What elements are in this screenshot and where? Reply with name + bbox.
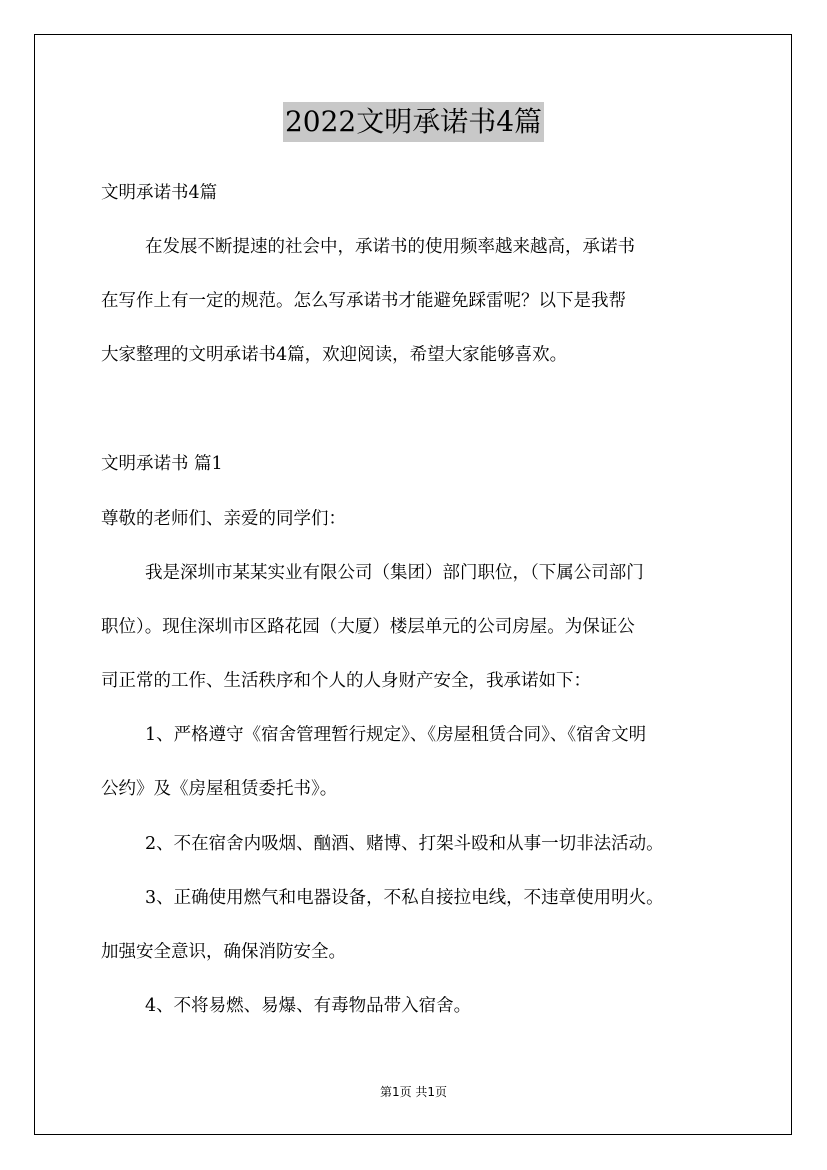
body-line-4: 1、严格遵守《宿舍管理暂行规定》、《房屋租赁合同》、《宿舍文明 (145, 725, 647, 745)
body-line-3: 司正常的工作、生活秩序和个人的人身财产安全，我承诺如下： (101, 671, 591, 691)
intro-line-2: 在写作上有一定的规范。怎么写承诺书才能避免踩雷呢？以下是我帮 (101, 291, 626, 311)
intro-line-3: 大家整理的文明承诺书4篇，欢迎阅读，希望大家能够喜欢。 (101, 345, 568, 365)
salutation: 尊敬的老师们、亲爱的同学们： (101, 509, 346, 529)
title-container (0, 102, 827, 142)
body-line-6: 2、不在宿舍内吸烟、酗酒、赌博、打架斗殴和从事一切非法活动。 (145, 834, 664, 854)
body-line-9: 4、不将易燃、易爆、有毒物品带入宿舍。 (145, 996, 472, 1016)
page-footer: 第1页 共1页 (379, 1085, 448, 1099)
document-title: 2022文明承诺书4篇 (283, 102, 544, 142)
body-line-8: 加强安全意识，确保消防安全。 (101, 942, 346, 962)
section-heading: 文明承诺书 篇1 (101, 454, 223, 474)
body-line-5: 公约》及《房屋租赁委托书》。 (101, 779, 338, 799)
intro-line-1: 在发展不断提速的社会中，承诺书的使用频率越来越高，承诺书 (145, 237, 635, 257)
body-line-1: 我是深圳市某某实业有限公司（集团）部门职位，（下属公司部门 (145, 563, 644, 583)
body-line-2: 职位）。现住深圳市区路花园（大厦）楼层单元的公司房屋。为保证公 (101, 617, 635, 637)
subtitle: 文明承诺书4篇 (101, 183, 218, 203)
body-line-7: 3、正确使用燃气和电器设备，不私自接拉电线，不违章使用明火。 (145, 888, 664, 908)
